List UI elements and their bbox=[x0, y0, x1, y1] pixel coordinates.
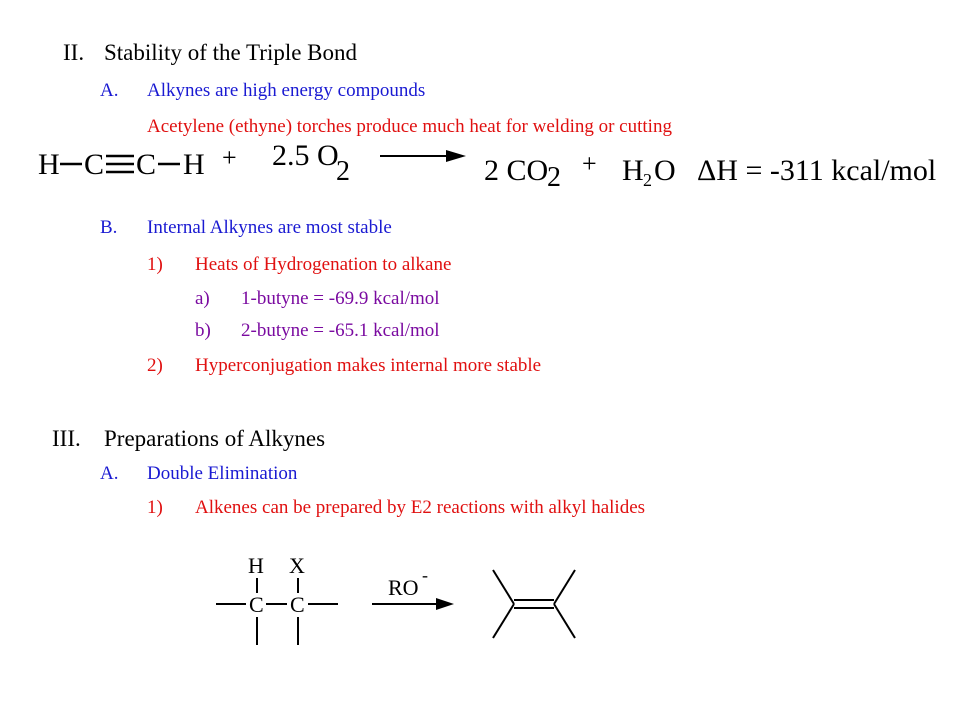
eq-o2-coef: 2.5 O bbox=[272, 139, 339, 172]
item-2b1b-text: 2-butyne = -65.1 kcal/mol bbox=[241, 320, 440, 341]
rxn-reagent-charge: - bbox=[422, 565, 428, 585]
item-3a1-number: 1) bbox=[147, 497, 163, 518]
eq-c-left: C bbox=[84, 148, 105, 181]
eq-co2: 2 CO bbox=[484, 154, 549, 187]
item-3a-letter: A. bbox=[100, 463, 119, 484]
section-3-title: Preparations of Alkynes bbox=[104, 426, 326, 451]
eq-co2-sub: 2 bbox=[547, 162, 561, 193]
rxn-atom-x: X bbox=[289, 553, 305, 578]
eq-h-left: H bbox=[38, 148, 60, 181]
item-2b-letter: B. bbox=[100, 217, 118, 238]
item-2b1a-text: 1-butyne = -69.9 kcal/mol bbox=[241, 288, 440, 309]
product-bond-lower-right bbox=[554, 604, 575, 638]
item-2b1b-letter: b) bbox=[195, 320, 211, 341]
rxn-atom-h: H bbox=[248, 553, 264, 578]
section-2-numeral: II. bbox=[63, 40, 85, 65]
section-2-title: Stability of the Triple Bond bbox=[104, 40, 358, 65]
eq-h2o-sub: 2 bbox=[643, 170, 652, 190]
eq-o2-sub: 2 bbox=[336, 156, 350, 187]
eq-h-right: H bbox=[183, 148, 205, 181]
item-2b1-number: 1) bbox=[147, 254, 163, 275]
eq-delta-h: ΔH = -311 kcal/mol bbox=[697, 154, 937, 187]
item-2b1a-letter: a) bbox=[195, 288, 210, 309]
item-3a1-text: Alkenes can be prepared by E2 reactions with alkyl halides bbox=[195, 497, 646, 518]
item-3a-text: Double Elimination bbox=[147, 463, 298, 484]
product-bond-lower-left bbox=[493, 604, 514, 638]
eq-c-right: C bbox=[136, 148, 157, 181]
section-3-numeral: III. bbox=[52, 426, 81, 451]
eq-h2o-h: H bbox=[622, 154, 644, 187]
item-2a-text: Alkynes are high energy compounds bbox=[147, 80, 426, 101]
rxn-arrow-head bbox=[436, 598, 454, 610]
item-2b1-text: Heats of Hydrogenation to alkane bbox=[195, 254, 452, 275]
product-bond-upper-right bbox=[554, 570, 575, 604]
item-2b-text: Internal Alkynes are most stable bbox=[147, 217, 392, 238]
rxn-atom-c2: C bbox=[290, 592, 305, 617]
eq-plus-1: + bbox=[222, 143, 237, 172]
item-2a-letter: A. bbox=[100, 80, 119, 101]
item-2b2-text: Hyperconjugation makes internal more stable bbox=[195, 355, 542, 376]
eq-plus-2: + bbox=[582, 149, 597, 178]
eq-h2o-o: O bbox=[654, 154, 676, 187]
product-bond-upper-left bbox=[493, 570, 514, 604]
acetylene-note-text: Acetylene (ethyne) torches produce much heat for welding or cutting bbox=[147, 116, 672, 137]
rxn-reagent: RO bbox=[388, 575, 419, 600]
item-2b2-number: 2) bbox=[147, 355, 163, 376]
rxn-atom-c1: C bbox=[249, 592, 264, 617]
